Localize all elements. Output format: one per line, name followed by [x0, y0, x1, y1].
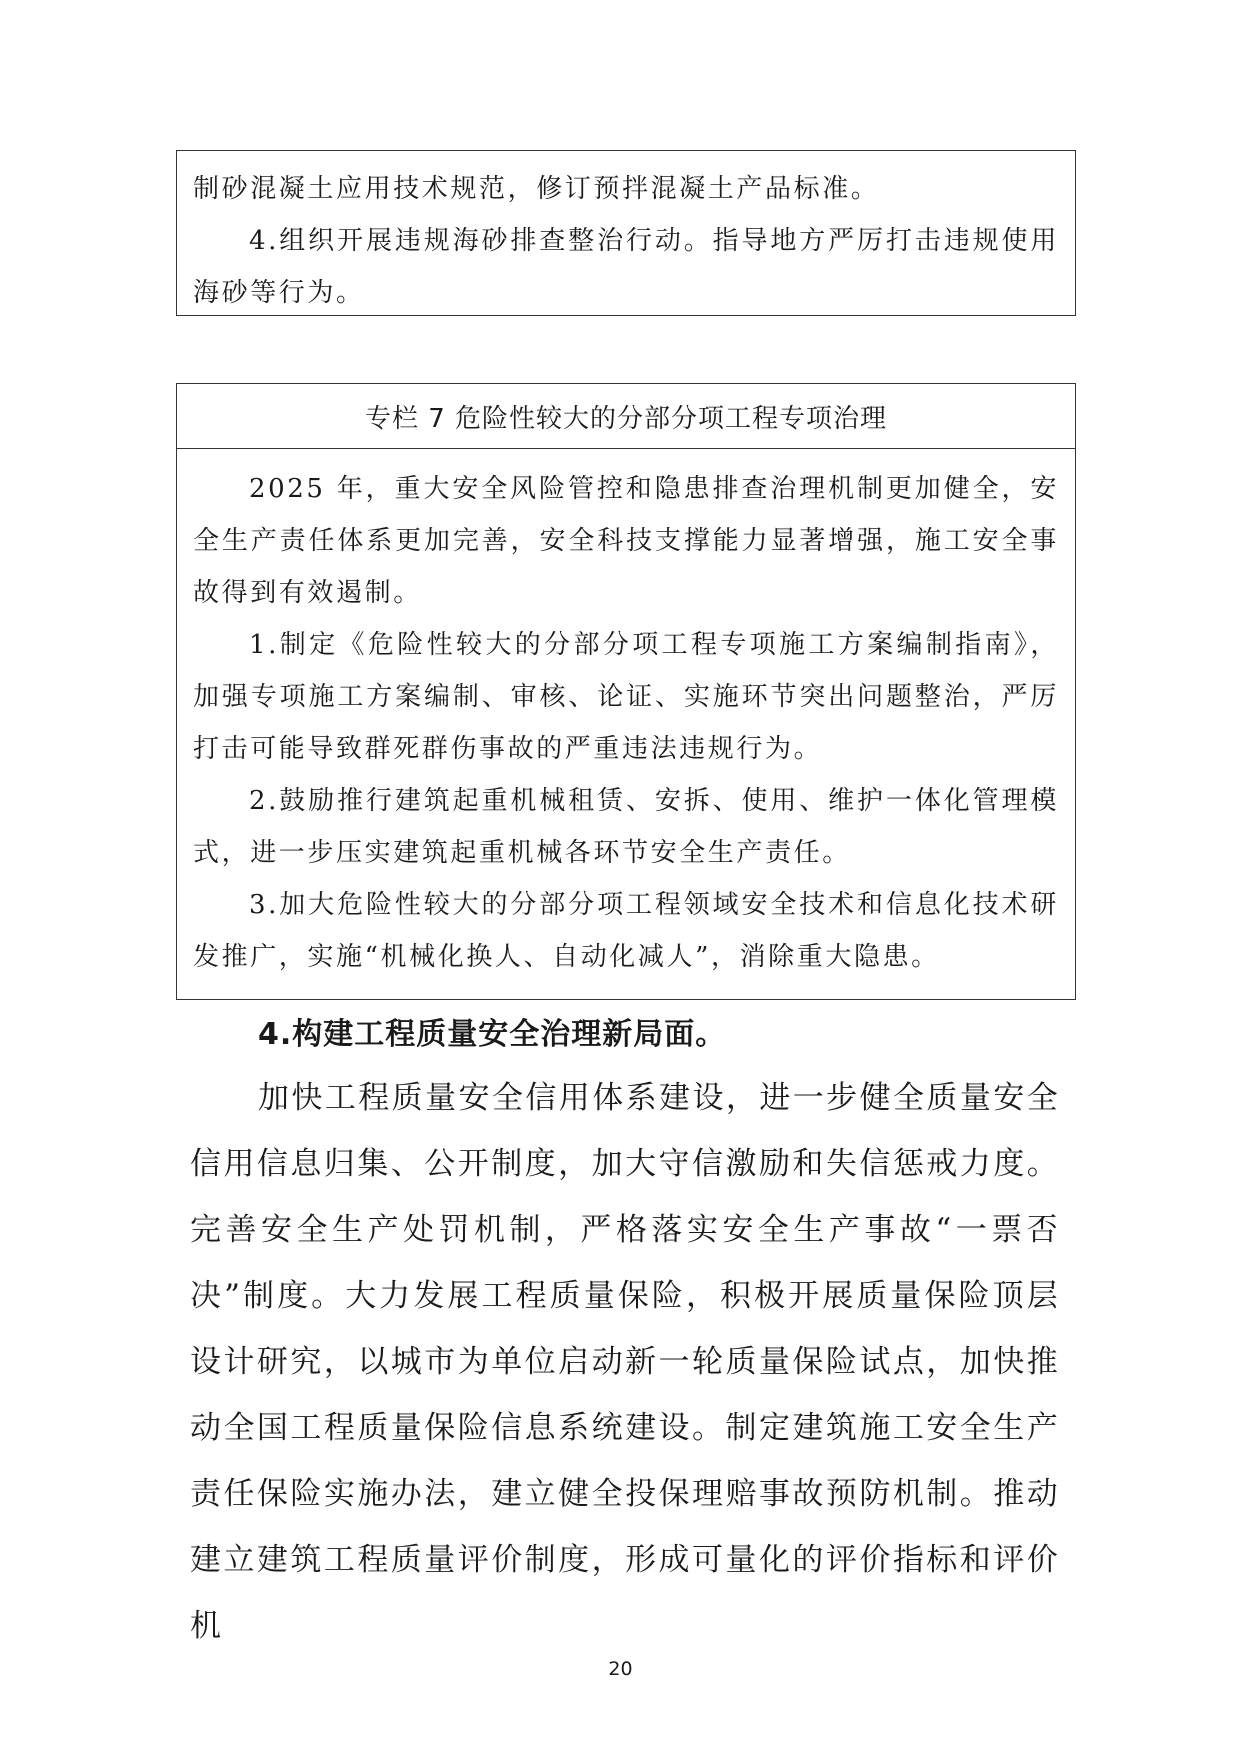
column-7-box: [176, 383, 1076, 1000]
box-paragraph: 3.加大危险性较大的分部分项工程领域安全技术和信息化技术研发推广，实施“机械化换人、自动化减人”，消除重大隐患。: [193, 890, 1059, 972]
section-heading: 4.构建工程质量安全治理新局面。: [258, 1017, 727, 1052]
box-paragraph: 4.组织开展违规海砂排查整治行动。指导地方严厉打击违规使用海砂等行为。: [193, 226, 1059, 308]
box-paragraph: 制砂混凝土应用技术规范，修订预拌混凝土产品标准。: [193, 174, 880, 204]
box-paragraph: 1.制定《危险性较大的分部分项工程专项施工方案编制指南》，加强专项施工方案编制、审核、论证、实施环节突出问题整治，严厉打击可能导致群死群伤事故的严重违法违规行为。: [193, 630, 1059, 764]
box-paragraph: 2025 年，重大安全风险管控和隐患排查治理机制更加健全，安全生产责任体系更加完善，安全科技支撑能力显著增强，施工安全事故得到有效遏制。: [193, 474, 1059, 608]
column-7-title: 专栏 7 危险性较大的分部分项工程专项治理: [177, 384, 1075, 449]
continued-text-box: [176, 150, 1076, 316]
box-paragraph: 2.鼓励推行建筑起重机械租赁、安拆、使用、维护一体化管理模式，进一步压实建筑起重机械各环节安全生产责任。: [193, 786, 1059, 868]
column-7-body: [177, 449, 1075, 983]
section-body-paragraph: 加快工程质量安全信用体系建设，进一步健全质量安全信用信息归集、公开制度，加大守信激励和失信惩戒力度。完善安全生产处罚机制，严格落实安全生产事故“一票否决”制度。大力发展工程质量保险，积极开展质量保险顶层设计研究，以城市为单位启动新一轮质量保险试点，加快推动全国工程质量保险信息系统建设。制定建筑施工安全生产责任保险实施办法，建立健全投保理赔事故预防机制。推动建立建筑工程质量评价制度，形成可量化的评价指标和评价机: [190, 1080, 1060, 1644]
page-number: 20: [608, 1658, 633, 1680]
